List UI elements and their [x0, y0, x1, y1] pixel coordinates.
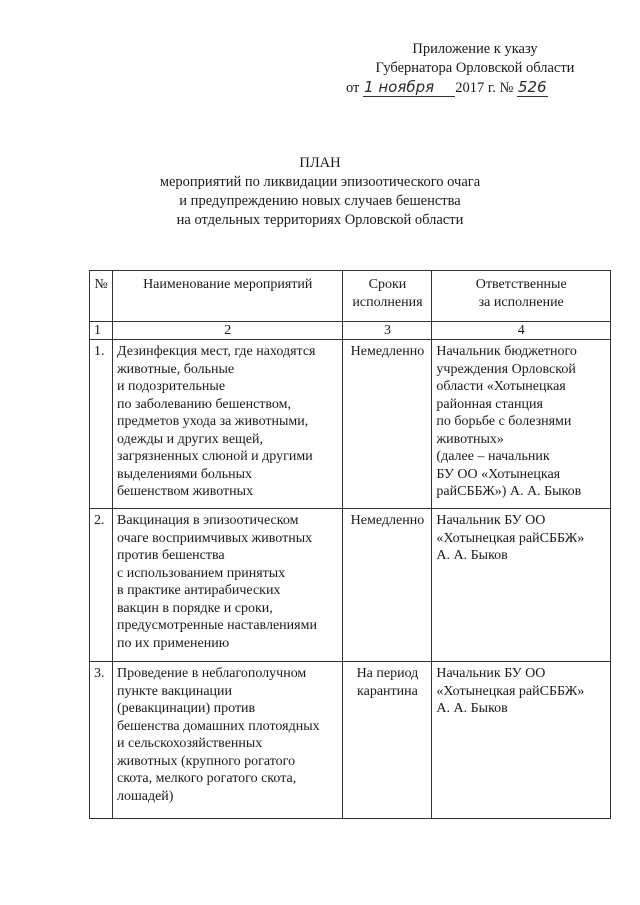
column-number-4: 4 — [432, 322, 611, 340]
row-responsible: Начальник БУ ОО «Хотынецкая райСББЖ» А. А. Быков — [432, 662, 611, 819]
header-num: № — [90, 271, 113, 322]
handwritten-date: 1 ноября — [364, 78, 435, 96]
appendix-line-2: Губернатора Орловской области — [375, 60, 575, 76]
plan-subtitle-1: мероприятий по ликвидации эпизоотического очага — [159, 174, 481, 190]
table-row — [90, 662, 611, 819]
year-and-number-label: 2017 г. № — [455, 80, 514, 96]
appendix-line-3 — [340, 78, 610, 98]
header-deadline: Сроки исполнения — [343, 271, 432, 322]
table-header-row — [90, 271, 611, 322]
column-number-2: 2 — [112, 322, 342, 340]
plan-table — [89, 270, 611, 819]
plan-subtitle-3: на отдельных территориях Орловской области — [176, 212, 464, 228]
row-num: 2. — [90, 509, 113, 662]
plan-title-block — [0, 154, 640, 230]
row-responsible: Начальник бюджетного учреждения Орловской области «Хотынецкая районная станция по борьбе с болезнями животных» (далее – начальник БУ ОО «Хотынецкая райСББЖ») А. А. Быков — [432, 340, 611, 509]
row-num: 1. — [90, 340, 113, 509]
column-number-3: 3 — [343, 322, 432, 340]
row-measure: Проведение в неблагополучном пункте вакцинации (ревакцинации) против бешенства домашних плотоядных и сельскохозяйственных животных (крупного рогатого скота, мелкого рогатого скота, лошадей) — [112, 662, 342, 819]
row-measure: Дезинфекция мест, где находятся животные, больные и подозрительные по заболеванию бешенством, предметов ухода за животными, одежды и других вещей, загрязненных слюной и другими выделениями больных бешенством животных — [112, 340, 342, 509]
row-responsible: Начальник БУ ОО «Хотынецкая райСББЖ» А. А. Быков — [432, 509, 611, 662]
appendix-line-1: Приложение к указу — [412, 41, 538, 57]
appendix-block — [340, 40, 610, 98]
table-row — [90, 340, 611, 509]
plan-subtitle-2: и предупреждению новых случаев бешенства — [179, 193, 461, 209]
table-row — [90, 509, 611, 662]
handwritten-number: 526 — [517, 78, 547, 96]
header-name: Наименование мероприятий — [112, 271, 342, 322]
row-deadline: Немедленно — [343, 340, 432, 509]
column-number-row — [90, 322, 611, 340]
row-deadline: На период карантина — [343, 662, 432, 819]
row-deadline: Немедленно — [343, 509, 432, 662]
row-num: 3. — [90, 662, 113, 819]
plan-heading: ПЛАН — [299, 155, 341, 171]
header-responsible: Ответственные за исполнение — [432, 271, 611, 322]
column-number-1: 1 — [90, 322, 113, 340]
date-prefix: от — [346, 80, 360, 96]
row-measure: Вакцинация в эпизоотическом очаге восприимчивых животных против бешенства с использованием принятых в практике антирабических вакцин в порядке и сроки, предусмотренные наставлениями по их применению — [112, 509, 342, 662]
